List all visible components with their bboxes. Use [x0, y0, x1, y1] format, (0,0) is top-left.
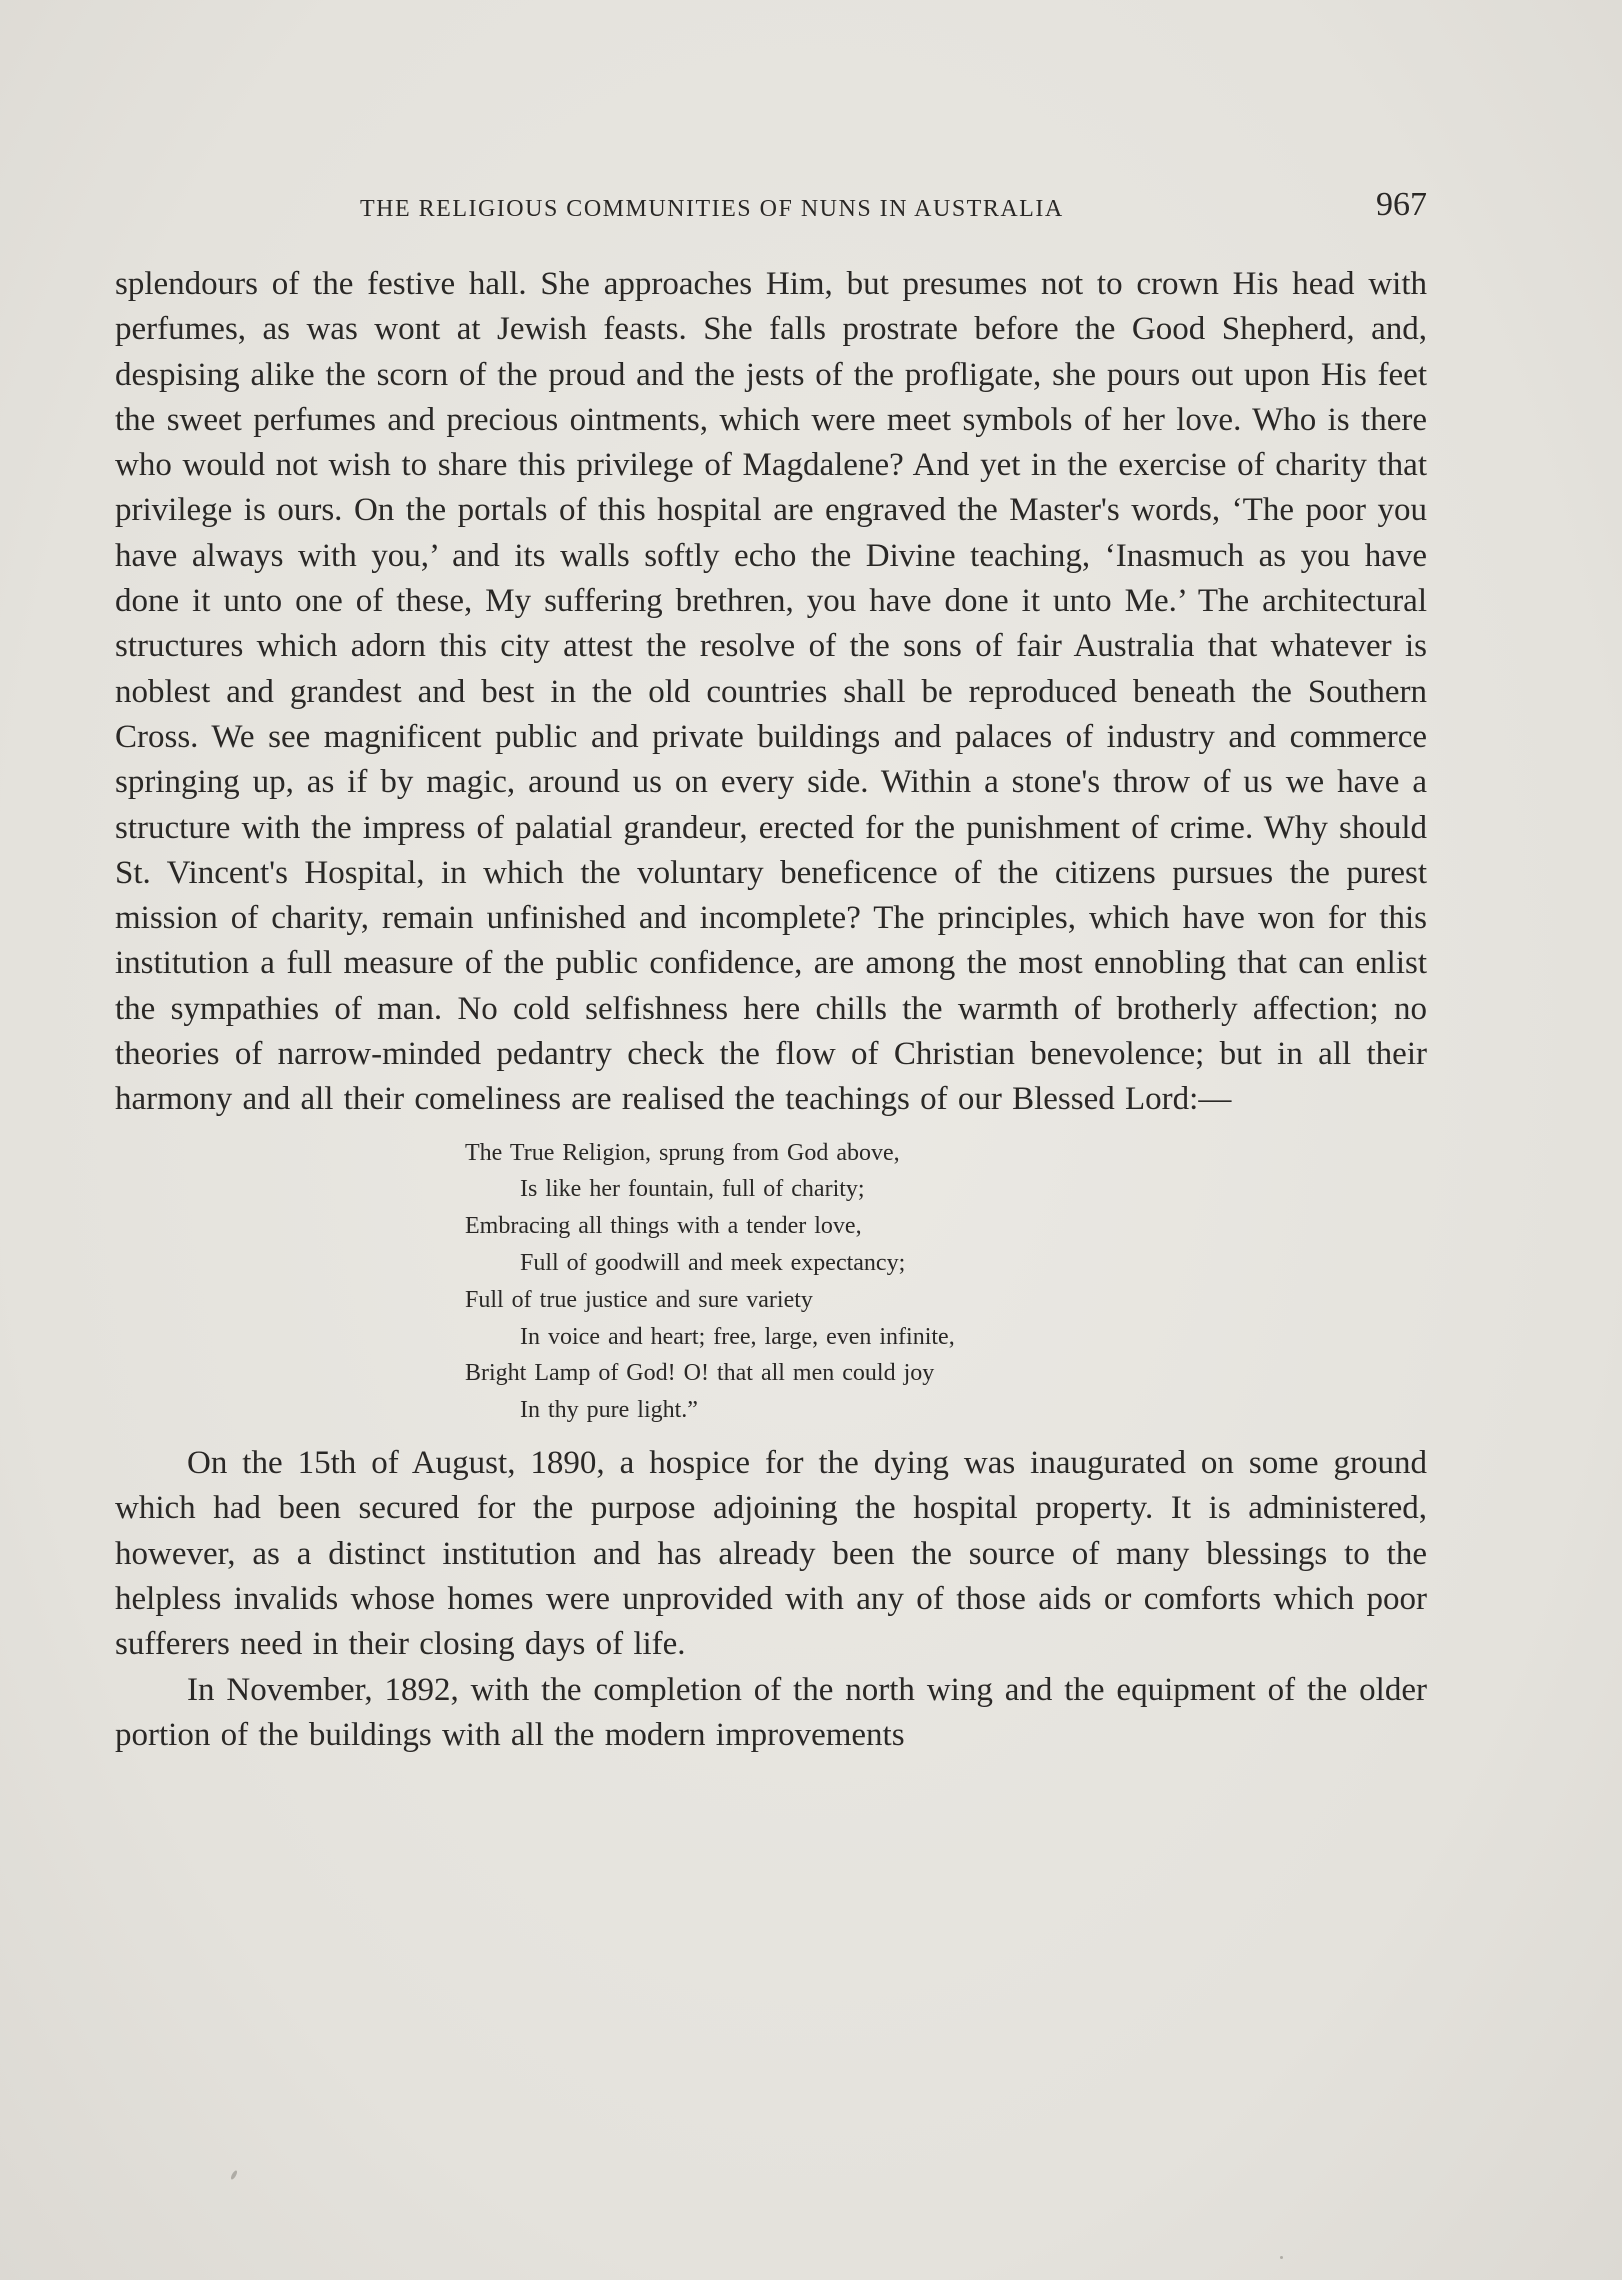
- poem-line: Full of true justice and sure variety: [465, 1286, 813, 1313]
- poem-line: Full of goodwill and meek expectancy;: [520, 1250, 906, 1277]
- paragraph-3: In November, 1892, with the completion of the north wing and the equipment of the older portion of the buildings with all the modern improvements: [115, 1671, 1427, 1753]
- body-text: [115, 262, 1427, 1758]
- poem-line: Embracing all things with a tender love,: [465, 1213, 862, 1240]
- running-head: THE RELIGIOUS COMMUNITIES OF NUNS IN AUSTRALIA: [360, 196, 1064, 222]
- paragraph-2: On the 15th of August, 1890, a hospice for the dying was inaugurated on some ground which had been secured for the purpose adjoining the hospital property. It is administered, however, as a distinct institution and has already been the source of many blessings to the helpless invalids whose homes were unprovided with any of those aids or comforts which poor sufferers need in their closing days of life.: [115, 1445, 1427, 1663]
- paragraph-1: splendours of the festive hall. She approaches Him, but presumes not to crown His head with perfumes, as was wont at Jewish feasts. She falls prostrate before the Good Shepherd, and, despising alike the scorn of the proud and the jests of the profligate, she pours out upon His feet the sweet perfumes and precious ointments, which were meet symbols of her love. Who is there who would not wish to share this privilege of Magdalene? And yet in the exercise of charity that privilege is ours. On the portals of this hospital are engraved the Master's words, ‘The poor you have always with you,’ and its walls softly echo the Divine teaching, ‘Inasmuch as you have done it unto one of these, My suffering brethren, you have done it unto Me.’ The architectural structures which adorn this city attest the resolve of the sons of fair Australia that whatever is noblest and grandest and best in the old countries shall be reproduced beneath the Southern Cross. We see magnificent public and private buildings and palaces of industry and commerce springing up, as if by magic, around us on every side. Within a stone's throw of us we have a structure with the impress of palatial grandeur, erected for the punishment of crime. Why should St. Vincent's Hospital, in which the voluntary beneficence of the citizens pursues the purest mission of charity, remain unfinished and incomplete? The principles, which have won for this institution a full measure of the public confidence, are among the most ennobling that can enlist the sympathies of man. No cold selfishness here chills the warmth of brotherly affection; no theories of narrow-minded pedantry check the flow of Christian benevolence; but in all their harmony and all their comeliness are realised the teachings of our Blessed Lord:—: [115, 266, 1427, 1118]
- poem-quotation: [465, 1135, 1427, 1429]
- poem-line: Bright Lamp of God! O! that all men could joy: [465, 1360, 935, 1387]
- poem-line: In voice and heart; free, large, even infinite,: [520, 1323, 955, 1350]
- poem-line: Is like her fountain, full of charity;: [520, 1176, 865, 1203]
- poem-line: The True Religion, sprung from God above,: [465, 1139, 900, 1166]
- paper-speck: [230, 2170, 238, 2181]
- page-number: 967: [1376, 186, 1427, 223]
- paper-speck: [1280, 2256, 1283, 2259]
- poem-line: In thy pure light.”: [520, 1397, 698, 1424]
- page-header: [115, 186, 1427, 236]
